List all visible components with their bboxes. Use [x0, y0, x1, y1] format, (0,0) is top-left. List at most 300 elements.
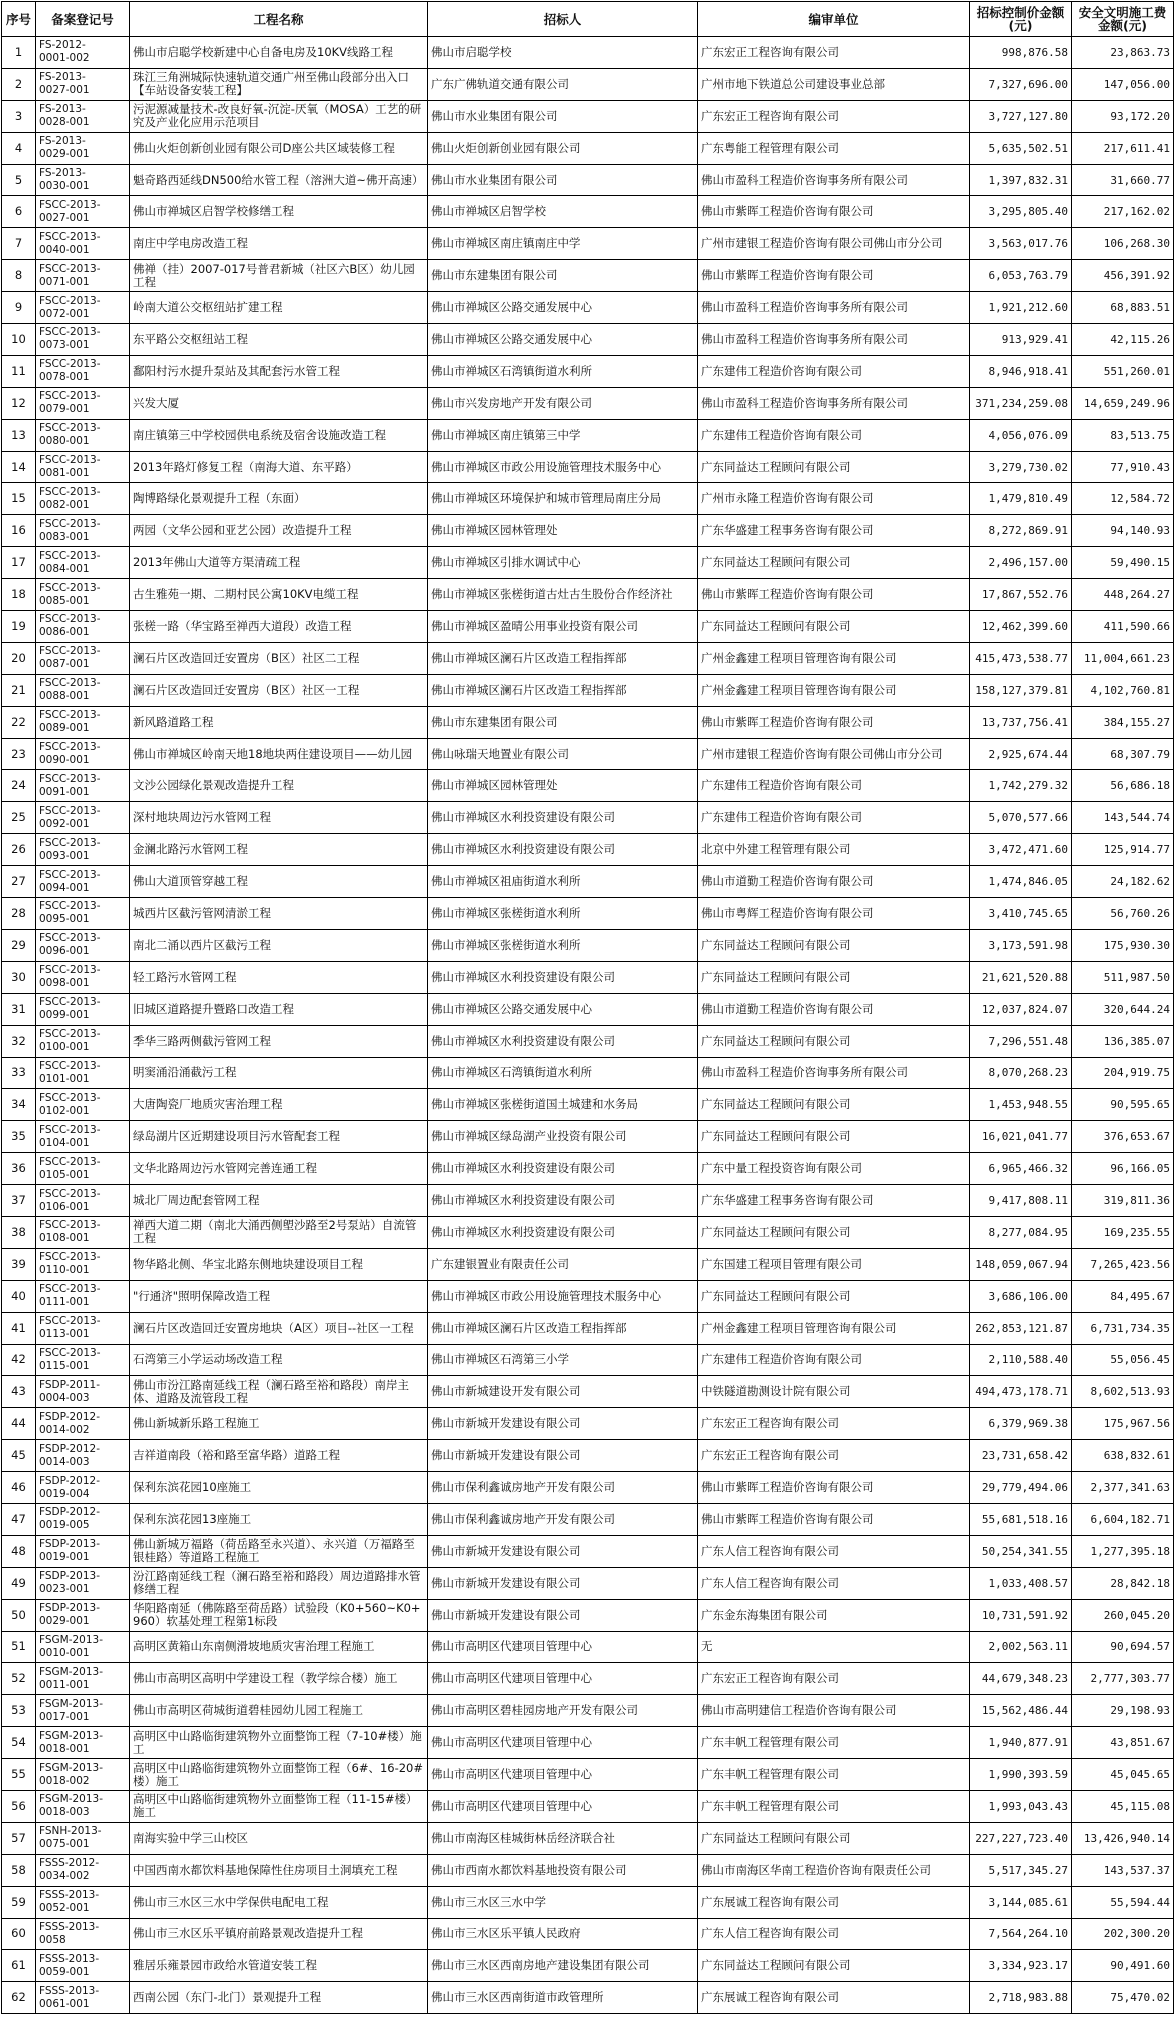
row-number: 60 — [2, 1918, 36, 1950]
control-price: 5,517,345.27 — [970, 1854, 1072, 1886]
safety-fee: 202,300.20 — [1072, 1918, 1174, 1950]
record-code: FSDP-2012- 0019-004 — [36, 1472, 130, 1504]
table-row — [2, 1376, 1174, 1408]
table-row — [2, 993, 1174, 1025]
review-agency: 广州金鑫建工程项目管理咨询有限公司 — [698, 674, 970, 706]
tenderer: 佛山市禅城区园林管理处 — [428, 770, 698, 802]
table-row — [2, 579, 1174, 611]
table-row — [2, 1408, 1174, 1440]
review-agency: 佛山市盈科工程造价咨询事务所有限公司 — [698, 292, 970, 324]
safety-fee: 93,172.20 — [1072, 100, 1174, 132]
control-price: 2,110,588.40 — [970, 1344, 1072, 1376]
tenderer: 佛山市保利鑫诚房地产开发有限公司 — [428, 1503, 698, 1535]
table-row — [2, 1185, 1174, 1217]
table-row — [2, 1344, 1174, 1376]
safety-fee: 8,602,513.93 — [1072, 1376, 1174, 1408]
project-name: 文沙公园绿化景观改造提升工程 — [130, 770, 428, 802]
control-price: 23,731,658.42 — [970, 1440, 1072, 1472]
project-name: 明窦涌沿涌截污工程 — [130, 1057, 428, 1089]
tenderer: 佛山市新城建设开发有限公司 — [428, 1376, 698, 1408]
review-agency: 广东同益达工程顾问有限公司 — [698, 1280, 970, 1312]
safety-fee: 29,198.93 — [1072, 1695, 1174, 1727]
project-name: 金澜北路污水管网工程 — [130, 834, 428, 866]
review-agency: 广东宏正工程咨询有限公司 — [698, 1440, 970, 1472]
safety-fee: 2,777,303.77 — [1072, 1663, 1174, 1695]
tenderer: 佛山市新城开发建设有限公司 — [428, 1408, 698, 1440]
project-name: 岭南大道公交枢纽站扩建工程 — [130, 292, 428, 324]
row-number: 21 — [2, 674, 36, 706]
project-name: 佛山市禅城区启智学校修缮工程 — [130, 196, 428, 228]
tenderer: 佛山市新城开发建设有限公司 — [428, 1567, 698, 1599]
review-agency: 佛山市粤辉工程造价咨询有限公司 — [698, 898, 970, 930]
row-number: 27 — [2, 866, 36, 898]
tenderer: 佛山市三水区西南街道市政管理所 — [428, 1982, 698, 2014]
project-name: 保利东滨花园10座施工 — [130, 1472, 428, 1504]
review-agency: 广东宏正工程咨询有限公司 — [698, 1663, 970, 1695]
control-price: 5,070,577.66 — [970, 802, 1072, 834]
tenderer: 佛山市禅城区启智学校 — [428, 196, 698, 228]
record-code: FSDP-2011- 0004-003 — [36, 1376, 130, 1408]
tenderer: 佛山火炬创新创业园有限公司 — [428, 132, 698, 164]
record-code: FSCC-2013- 0084-001 — [36, 547, 130, 579]
row-number: 51 — [2, 1631, 36, 1663]
control-price: 227,227,723.40 — [970, 1822, 1072, 1854]
review-agency: 广东人信工程咨询有限公司 — [698, 1567, 970, 1599]
control-price: 8,070,268.23 — [970, 1057, 1072, 1089]
project-name: 季华三路两侧截污管网工程 — [130, 1025, 428, 1057]
table-row — [2, 132, 1174, 164]
safety-fee: 169,235.55 — [1072, 1216, 1174, 1248]
review-agency: 佛山市高明建信工程造价咨询有限公司 — [698, 1695, 970, 1727]
tenderer: 佛山市禅城区南庄镇南庄中学 — [428, 228, 698, 260]
row-number: 8 — [2, 260, 36, 292]
control-price: 29,779,494.06 — [970, 1472, 1072, 1504]
row-number: 29 — [2, 929, 36, 961]
project-name: 石湾第三小学运动场改造工程 — [130, 1344, 428, 1376]
record-code: FSCC-2013- 0081-001 — [36, 451, 130, 483]
safety-fee: 77,910.43 — [1072, 451, 1174, 483]
record-code: FSCC-2013- 0085-001 — [36, 579, 130, 611]
project-name: 佛山新城万福路（荷岳路至永兴道）、永兴道（万福路至银桂路）等道路工程施工 — [130, 1535, 428, 1567]
table-row — [2, 1599, 1174, 1631]
record-code: FSGM-2013- 0017-001 — [36, 1695, 130, 1727]
header-control-price: 招标控制价金额(元) — [970, 2, 1072, 37]
table-row — [2, 770, 1174, 802]
record-code: FSCC-2013- 0106-001 — [36, 1185, 130, 1217]
control-price: 1,921,212.60 — [970, 292, 1072, 324]
project-name: 城西片区截污管网清淤工程 — [130, 898, 428, 930]
project-name: 珠江三角洲城际快速轨道交通广州至佛山段部分出入口【车站设备安装工程】 — [130, 68, 428, 100]
table-row — [2, 1567, 1174, 1599]
tenderer: 佛山市禅城区水利投资建设有限公司 — [428, 834, 698, 866]
record-code: FSCC-2013- 0105-001 — [36, 1153, 130, 1185]
tenderer: 佛山市禅城区张槎街道水利所 — [428, 898, 698, 930]
record-code: FSCC-2013- 0110-001 — [36, 1248, 130, 1280]
project-name: 澜石片区改造回迁安置房地块（A区）项目--社区一工程 — [130, 1312, 428, 1344]
row-number: 49 — [2, 1567, 36, 1599]
project-name: 绿岛湖片区近期建设项目污水管配套工程 — [130, 1121, 428, 1153]
record-code: FSCC-2013- 0082-001 — [36, 483, 130, 515]
project-name: 2013年佛山大道等方渠清疏工程 — [130, 547, 428, 579]
control-price: 1,479,810.49 — [970, 483, 1072, 515]
project-name: 张槎一路（华宝路至禅西大道段）改造工程 — [130, 611, 428, 643]
table-row — [2, 1472, 1174, 1504]
record-code: FS-2013- 0029-001 — [36, 132, 130, 164]
project-name: 污泥源减量技术-改良好氧-沉淀-厌氧（MOSA）工艺的研究及产业化应用示范项目 — [130, 100, 428, 132]
record-code: FSCC-2013- 0104-001 — [36, 1121, 130, 1153]
record-code: FSCC-2013- 0102-001 — [36, 1089, 130, 1121]
tenderer: 佛山市高明区碧桂园房地产开发有限公司 — [428, 1695, 698, 1727]
record-code: FSDP-2013- 0019-001 — [36, 1535, 130, 1567]
tenderer: 佛山市高明区代建项目管理中心 — [428, 1759, 698, 1791]
review-agency: 广东同益达工程顾问有限公司 — [698, 547, 970, 579]
table-row — [2, 1727, 1174, 1759]
safety-fee: 260,045.20 — [1072, 1599, 1174, 1631]
table-row — [2, 260, 1174, 292]
table-row — [2, 1089, 1174, 1121]
table-row — [2, 1121, 1174, 1153]
record-code: FSCC-2013- 0098-001 — [36, 961, 130, 993]
row-number: 33 — [2, 1057, 36, 1089]
review-agency: 广东同益达工程顾问有限公司 — [698, 1822, 970, 1854]
row-number: 13 — [2, 419, 36, 451]
safety-fee: 45,115.08 — [1072, 1790, 1174, 1822]
tenderer: 佛山市东建集团有限公司 — [428, 260, 698, 292]
table-row — [2, 547, 1174, 579]
tenderer: 佛山市禅城区公路交通发展中心 — [428, 292, 698, 324]
table-body — [2, 37, 1174, 2014]
table-row — [2, 1631, 1174, 1663]
table-row — [2, 100, 1174, 132]
project-name: 澜石片区改造回迁安置房（B区）社区一工程 — [130, 674, 428, 706]
record-code: FSCC-2013- 0027-001 — [36, 196, 130, 228]
safety-fee: 83,513.75 — [1072, 419, 1174, 451]
review-agency: 广东同益达工程顾问有限公司 — [698, 1216, 970, 1248]
tenderer: 佛山市禅城区张槎街道国土城建和水务局 — [428, 1089, 698, 1121]
record-code: FSSS-2013- 0061-001 — [36, 1982, 130, 2014]
project-name: 华阳路南延（佛陈路至荷岳路）试验段（K0+560~K0+960）软基处理工程第1标段 — [130, 1599, 428, 1631]
safety-fee: 106,268.30 — [1072, 228, 1174, 260]
control-price: 3,472,471.60 — [970, 834, 1072, 866]
table-row — [2, 1759, 1174, 1791]
table-row — [2, 292, 1174, 324]
safety-fee: 68,883.51 — [1072, 292, 1174, 324]
row-number: 34 — [2, 1089, 36, 1121]
table-row — [2, 642, 1174, 674]
safety-fee: 125,914.77 — [1072, 834, 1174, 866]
project-name: 佛山市启聪学校新建中心自备电房及10KV线路工程 — [130, 37, 428, 69]
row-number: 61 — [2, 1950, 36, 1982]
review-agency: 广东丰帆工程管理有限公司 — [698, 1759, 970, 1791]
row-number: 53 — [2, 1695, 36, 1727]
control-price: 1,742,279.32 — [970, 770, 1072, 802]
record-code: FSCC-2013- 0073-001 — [36, 324, 130, 356]
table-row — [2, 1503, 1174, 1535]
project-name: 高明区中山路临街建筑物外立面整饰工程（6#、16-20#楼）施工 — [130, 1759, 428, 1791]
table-row — [2, 898, 1174, 930]
control-price: 5,635,502.51 — [970, 132, 1072, 164]
tenderer: 佛山市三水区西南房地产建设集团有限公司 — [428, 1950, 698, 1982]
control-price: 998,876.58 — [970, 37, 1072, 69]
table-row — [2, 164, 1174, 196]
control-price: 1,033,408.57 — [970, 1567, 1072, 1599]
control-price: 1,474,846.05 — [970, 866, 1072, 898]
row-number: 19 — [2, 611, 36, 643]
review-agency: 广州市建银工程造价咨询有限公司佛山市分公司 — [698, 738, 970, 770]
tenderer: 佛山市禅城区澜石片区改造工程指挥部 — [428, 674, 698, 706]
safety-fee: 551,260.01 — [1072, 355, 1174, 387]
project-name: 佛山市汾江路南延线工程（澜石路至裕和路段）南岸主体、道路及流管段工程 — [130, 1376, 428, 1408]
record-code: FSCC-2013- 0079-001 — [36, 387, 130, 419]
record-code: FSNH-2013- 0075-001 — [36, 1822, 130, 1854]
project-name: 西南公园（东门-北门）景观提升工程 — [130, 1982, 428, 2014]
safety-fee: 55,594.44 — [1072, 1886, 1174, 1918]
safety-fee: 14,659,249.96 — [1072, 387, 1174, 419]
review-agency: 广东中量工程投资咨询有限公司 — [698, 1153, 970, 1185]
project-name: 城北厂周边配套管网工程 — [130, 1185, 428, 1217]
safety-fee: 12,584.72 — [1072, 483, 1174, 515]
safety-fee: 217,162.02 — [1072, 196, 1174, 228]
project-name: 保利东滨花园13座施工 — [130, 1503, 428, 1535]
project-name: 佛山市三水区乐平镇府前路景观改造提升工程 — [130, 1918, 428, 1950]
review-agency: 佛山市盈科工程造价咨询事务所有限公司 — [698, 164, 970, 196]
header-row — [2, 2, 1174, 37]
registration-table — [1, 1, 1174, 2014]
row-number: 26 — [2, 834, 36, 866]
table-row — [2, 961, 1174, 993]
safety-fee: 94,140.93 — [1072, 515, 1174, 547]
safety-fee: 320,644.24 — [1072, 993, 1174, 1025]
row-number: 12 — [2, 387, 36, 419]
row-number: 10 — [2, 324, 36, 356]
tenderer: 佛山市禅城区石湾镇街道水利所 — [428, 1057, 698, 1089]
tenderer: 佛山市禅城区祖庙街道水利所 — [428, 866, 698, 898]
control-price: 1,993,043.43 — [970, 1790, 1072, 1822]
safety-fee: 31,660.77 — [1072, 164, 1174, 196]
safety-fee: 96,166.05 — [1072, 1153, 1174, 1185]
tenderer: 佛山咏瑞天地置业有限公司 — [428, 738, 698, 770]
safety-fee: 147,056.00 — [1072, 68, 1174, 100]
record-code: FSCC-2013- 0101-001 — [36, 1057, 130, 1089]
control-price: 2,002,563.11 — [970, 1631, 1072, 1663]
control-price: 2,496,157.00 — [970, 547, 1072, 579]
review-agency: 广东金东海集团有限公司 — [698, 1599, 970, 1631]
tenderer: 佛山市南海区桂城街林岳经济联合社 — [428, 1822, 698, 1854]
control-price: 158,127,379.81 — [970, 674, 1072, 706]
safety-fee: 42,115.26 — [1072, 324, 1174, 356]
table-row — [2, 1886, 1174, 1918]
table-row — [2, 228, 1174, 260]
control-price: 3,173,591.98 — [970, 929, 1072, 961]
review-agency: 广东同益达工程顾问有限公司 — [698, 1089, 970, 1121]
control-price: 7,327,696.00 — [970, 68, 1072, 100]
project-name: 古生雅苑一期、二期村民公寓10KV电缆工程 — [130, 579, 428, 611]
table-row — [2, 1280, 1174, 1312]
tenderer: 佛山市水业集团有限公司 — [428, 164, 698, 196]
review-agency: 佛山市道勤工程造价咨询有限公司 — [698, 993, 970, 1025]
record-code: FSCC-2013- 0113-001 — [36, 1312, 130, 1344]
table-row — [2, 387, 1174, 419]
tenderer: 佛山市高明区代建项目管理中心 — [428, 1631, 698, 1663]
project-name: 高明区黄箱山东南侧滑坡地质灾害治理工程施工 — [130, 1631, 428, 1663]
table-row — [2, 1216, 1174, 1248]
record-code: FSCC-2013- 0100-001 — [36, 1025, 130, 1057]
safety-fee: 59,490.15 — [1072, 547, 1174, 579]
tenderer: 佛山市新城开发建设有限公司 — [428, 1535, 698, 1567]
row-number: 18 — [2, 579, 36, 611]
review-agency: 广东宏正工程咨询有限公司 — [698, 1408, 970, 1440]
review-agency: 广州市建银工程造价咨询有限公司佛山市分公司 — [698, 228, 970, 260]
safety-fee: 511,987.50 — [1072, 961, 1174, 993]
table-row — [2, 37, 1174, 69]
control-price: 1,990,393.59 — [970, 1759, 1072, 1791]
record-code: FSSS-2013- 0058 — [36, 1918, 130, 1950]
project-name: 佛山市高明区高明中学建设工程（教学综合楼）施工 — [130, 1663, 428, 1695]
row-number: 41 — [2, 1312, 36, 1344]
row-number: 32 — [2, 1025, 36, 1057]
review-agency: 佛山市紫晖工程造价咨询有限公司 — [698, 196, 970, 228]
safety-fee: 175,967.56 — [1072, 1408, 1174, 1440]
table-row — [2, 1025, 1174, 1057]
safety-fee: 204,919.75 — [1072, 1057, 1174, 1089]
safety-fee: 45,045.65 — [1072, 1759, 1174, 1791]
row-number: 57 — [2, 1822, 36, 1854]
tenderer: 佛山市禅城区水利投资建设有限公司 — [428, 802, 698, 834]
review-agency: 广东人信工程咨询有限公司 — [698, 1918, 970, 1950]
review-agency: 广东建伟工程造价咨询有限公司 — [698, 802, 970, 834]
row-number: 28 — [2, 898, 36, 930]
control-price: 7,564,264.10 — [970, 1918, 1072, 1950]
tenderer: 佛山市禅城区盈晴公用事业投资有限公司 — [428, 611, 698, 643]
safety-fee: 55,056.45 — [1072, 1344, 1174, 1376]
table-row — [2, 1440, 1174, 1472]
table-row — [2, 1153, 1174, 1185]
control-price: 10,731,591.92 — [970, 1599, 1072, 1631]
row-number: 44 — [2, 1408, 36, 1440]
row-number: 58 — [2, 1854, 36, 1886]
tenderer: 佛山市禅城区水利投资建设有限公司 — [428, 1153, 698, 1185]
row-number: 40 — [2, 1280, 36, 1312]
safety-fee: 75,470.02 — [1072, 1982, 1174, 2014]
control-price: 415,473,538.77 — [970, 642, 1072, 674]
row-number: 46 — [2, 1472, 36, 1504]
record-code: FSCC-2013- 0072-001 — [36, 292, 130, 324]
header-name: 工程名称 — [130, 2, 428, 37]
review-agency: 广东国建工程项目管理有限公司 — [698, 1248, 970, 1280]
record-code: FSGM-2013- 0011-001 — [36, 1663, 130, 1695]
table-row — [2, 1663, 1174, 1695]
safety-fee: 11,004,661.23 — [1072, 642, 1174, 674]
safety-fee: 136,385.07 — [1072, 1025, 1174, 1057]
control-price: 262,853,121.87 — [970, 1312, 1072, 1344]
project-name: 佛山新城新乐路工程施工 — [130, 1408, 428, 1440]
table-row — [2, 1822, 1174, 1854]
row-number: 17 — [2, 547, 36, 579]
row-number: 3 — [2, 100, 36, 132]
safety-fee: 448,264.27 — [1072, 579, 1174, 611]
record-code: FSDP-2012- 0019-005 — [36, 1503, 130, 1535]
row-number: 4 — [2, 132, 36, 164]
table-row — [2, 738, 1174, 770]
safety-fee: 217,611.41 — [1072, 132, 1174, 164]
control-price: 55,681,518.16 — [970, 1503, 1072, 1535]
review-agency: 无 — [698, 1631, 970, 1663]
control-price: 3,410,745.65 — [970, 898, 1072, 930]
row-number: 35 — [2, 1121, 36, 1153]
project-name: 南海实验中学三山校区 — [130, 1822, 428, 1854]
tenderer: 佛山市新城开发建设有限公司 — [428, 1440, 698, 1472]
record-code: FSCC-2013- 0088-001 — [36, 674, 130, 706]
record-code: FSCC-2013- 0115-001 — [36, 1344, 130, 1376]
header-owner: 招标人 — [428, 2, 698, 37]
control-price: 6,053,763.79 — [970, 260, 1072, 292]
control-price: 9,417,808.11 — [970, 1185, 1072, 1217]
control-price: 17,867,552.76 — [970, 579, 1072, 611]
record-code: FS-2013- 0030-001 — [36, 164, 130, 196]
row-number: 14 — [2, 451, 36, 483]
control-price: 8,272,869.91 — [970, 515, 1072, 547]
tenderer: 佛山市东建集团有限公司 — [428, 706, 698, 738]
tenderer: 佛山市禅城区张槎街道水利所 — [428, 929, 698, 961]
project-name: 鄱阳村污水提升泵站及其配套污水管工程 — [130, 355, 428, 387]
table-row — [2, 1535, 1174, 1567]
review-agency: 广东华盛建工程事务咨询有限公司 — [698, 1185, 970, 1217]
record-code: FSCC-2013- 0083-001 — [36, 515, 130, 547]
row-number: 37 — [2, 1185, 36, 1217]
review-agency: 广东建伟工程造价咨询有限公司 — [698, 770, 970, 802]
table-row — [2, 196, 1174, 228]
record-code: FSGM-2013- 0018-002 — [36, 1759, 130, 1791]
tenderer: 佛山市禅城区市政公用设施管理技术服务中心 — [428, 451, 698, 483]
tenderer: 佛山市禅城区石湾第三小学 — [428, 1344, 698, 1376]
review-agency: 广东展诚工程咨询有限公司 — [698, 1982, 970, 2014]
safety-fee: 90,491.60 — [1072, 1950, 1174, 1982]
control-price: 3,334,923.17 — [970, 1950, 1072, 1982]
control-price: 1,453,948.55 — [970, 1089, 1072, 1121]
control-price: 3,295,805.40 — [970, 196, 1072, 228]
record-code: FSDP-2013- 0029-001 — [36, 1599, 130, 1631]
row-number: 24 — [2, 770, 36, 802]
project-name: 佛山市三水区三水中学保供电配电工程 — [130, 1886, 428, 1918]
record-code: FSCC-2013- 0086-001 — [36, 611, 130, 643]
review-agency: 广东同益达工程顾问有限公司 — [698, 1950, 970, 1982]
review-agency: 广东展诚工程咨询有限公司 — [698, 1886, 970, 1918]
record-code: FS-2012- 0001-002 — [36, 37, 130, 69]
table-row — [2, 929, 1174, 961]
project-name: 佛山市高明区荷城街道碧桂园幼儿园工程施工 — [130, 1695, 428, 1727]
tenderer: 佛山市禅城区水利投资建设有限公司 — [428, 1185, 698, 1217]
safety-fee: 24,182.62 — [1072, 866, 1174, 898]
tenderer: 广东建银置业有限责任公司 — [428, 1248, 698, 1280]
row-number: 48 — [2, 1535, 36, 1567]
record-code: FSDP-2012- 0014-002 — [36, 1408, 130, 1440]
header-no: 序号 — [2, 2, 36, 37]
tenderer: 佛山市启聪学校 — [428, 37, 698, 69]
record-code: FSCC-2013- 0080-001 — [36, 419, 130, 451]
control-price: 494,473,178.71 — [970, 1376, 1072, 1408]
record-code: FSCC-2013- 0078-001 — [36, 355, 130, 387]
table-row — [2, 451, 1174, 483]
review-agency: 广东同益达工程顾问有限公司 — [698, 451, 970, 483]
control-price: 6,965,466.32 — [970, 1153, 1072, 1185]
review-agency: 广东建伟工程造价咨询有限公司 — [698, 1344, 970, 1376]
project-name: 魁奇路西延线DN500给水管工程（溶洲大道~佛开高速） — [130, 164, 428, 196]
review-agency: 广东粤能工程管理有限公司 — [698, 132, 970, 164]
tenderer: 佛山市禅城区澜石片区改造工程指挥部 — [428, 642, 698, 674]
record-code: FSCC-2013- 0108-001 — [36, 1216, 130, 1248]
table-row — [2, 324, 1174, 356]
project-name: 中国西南水都饮料基地保障性住房项目土洞填充工程 — [130, 1854, 428, 1886]
